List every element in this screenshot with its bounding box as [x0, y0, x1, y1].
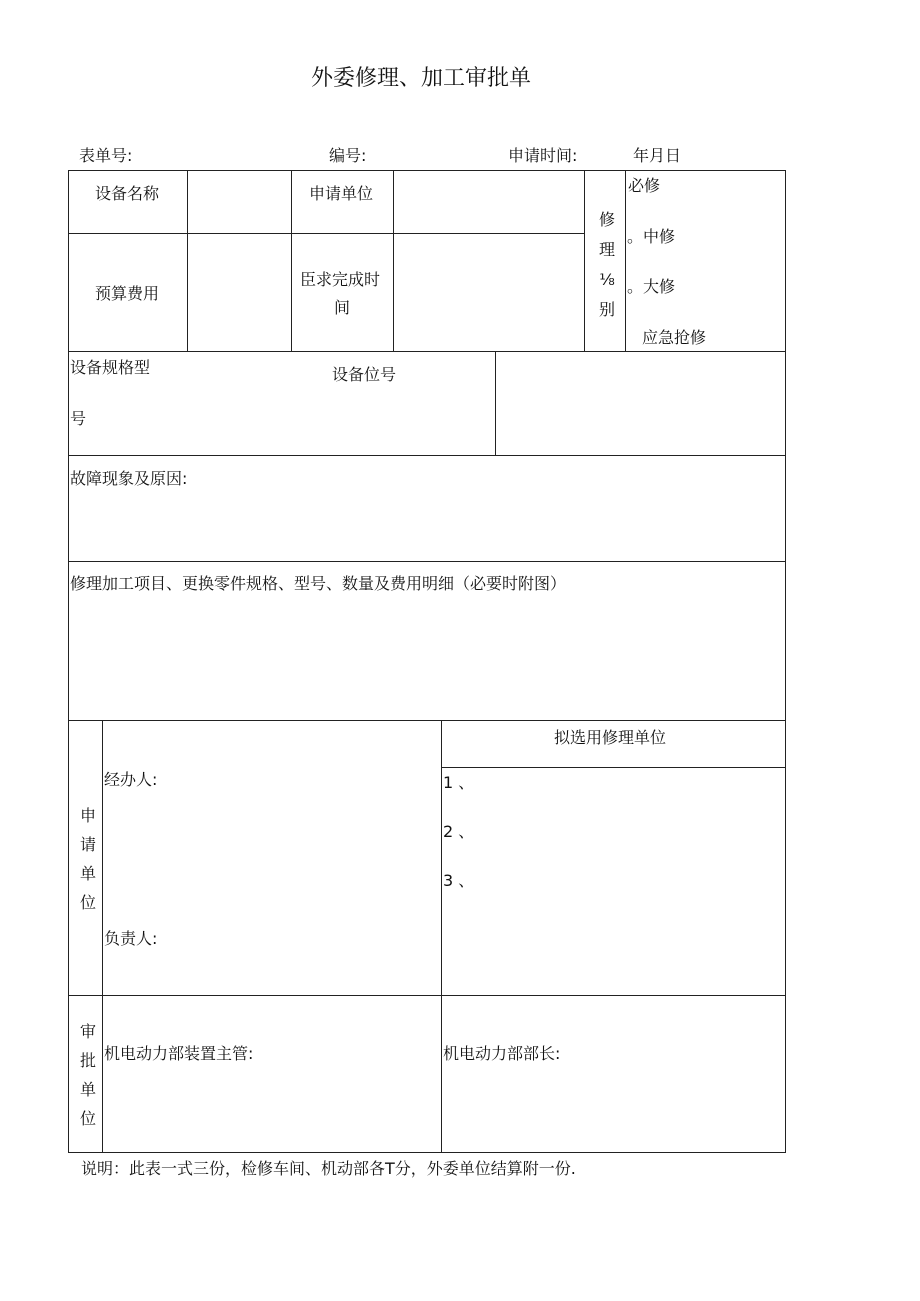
col-divider [291, 170, 292, 352]
handler-label: 经办人: [104, 770, 158, 789]
proposed-repair-units-label: 拟选用修理单位 [554, 728, 667, 747]
approval-unit-char: 审 [79, 1022, 96, 1041]
repair-type-char: ⅛ [599, 270, 615, 289]
approval-unit-char: 单 [79, 1080, 96, 1099]
table-border-left [68, 170, 69, 1153]
repair-type-char: 别 [598, 300, 615, 319]
table-border-top [68, 170, 786, 171]
responsible-person-label: 负责人: [104, 929, 158, 948]
repair-type-char: 理 [598, 240, 615, 259]
col-divider [187, 170, 188, 352]
budget-label: 预算费用 [95, 284, 160, 303]
row-divider [68, 351, 786, 352]
required-completion-label-line1: 臣求完成时 [300, 270, 381, 289]
footnote: 说明：此表一式三份，检修车间、机动部各T分，外委单位结算附一份. [81, 1159, 576, 1178]
department-head-label: 机电动力部部长: [443, 1044, 561, 1063]
table-border-bottom [68, 1152, 786, 1153]
repair-type-char: 修 [598, 210, 615, 229]
serial-number-label: 编号: [329, 146, 367, 165]
applicant-unit-label: 申请单位 [309, 184, 374, 203]
repair-type-label [596, 212, 618, 318]
form-number-label: 表单号: [79, 146, 133, 165]
row-divider [68, 233, 585, 234]
row-divider [68, 995, 786, 996]
repair-option-medium: 。中修 [627, 227, 676, 246]
application-time-label: 申请时间: [508, 146, 578, 165]
applicant-unit-char: 位 [79, 893, 96, 912]
col-divider [584, 170, 585, 352]
col-divider [441, 720, 442, 1153]
row-divider [68, 455, 786, 456]
row-divider [441, 767, 786, 768]
approval-unit-char: 位 [79, 1109, 96, 1128]
repair-items-label: 修理加工项目、更换零件规格、型号、数量及费用明细（必要时附图） [70, 574, 567, 593]
applicant-unit-char: 单 [79, 864, 96, 883]
col-divider [495, 351, 496, 455]
table-border-right [785, 170, 786, 1153]
equipment-position-label: 设备位号 [332, 365, 397, 384]
approval-unit-vertical-label [75, 1024, 101, 1127]
required-completion-label-line2: 间 [334, 298, 351, 317]
supervisor-label: 机电动力部装置主管: [104, 1044, 254, 1063]
col-divider [102, 720, 103, 1153]
col-divider [625, 170, 626, 352]
page-title: 外委修理、加工审批单 [311, 66, 532, 91]
row-divider [68, 561, 786, 562]
equipment-spec-label-line1: 设备规格型 [70, 358, 151, 377]
repair-unit-option-3: 3 、 [443, 871, 475, 890]
row-divider [68, 720, 786, 721]
repair-unit-option-2: 2 、 [443, 822, 475, 841]
equipment-spec-label-line2: 号 [70, 409, 87, 428]
date-label: 年月日 [633, 146, 682, 165]
col-divider [393, 170, 394, 352]
applicant-unit-vertical-label [75, 808, 101, 911]
approval-unit-char: 批 [79, 1051, 96, 1070]
repair-unit-option-1: 1 、 [443, 773, 475, 792]
applicant-unit-char: 申 [79, 806, 96, 825]
repair-option-emergency: 应急抢修 [642, 328, 707, 347]
equipment-name-label: 设备名称 [95, 184, 160, 203]
applicant-unit-char: 请 [79, 835, 96, 854]
repair-option-required: 必修 [628, 176, 661, 195]
fault-label: 故障现象及原因: [70, 469, 188, 488]
repair-option-major: 。大修 [627, 277, 676, 296]
